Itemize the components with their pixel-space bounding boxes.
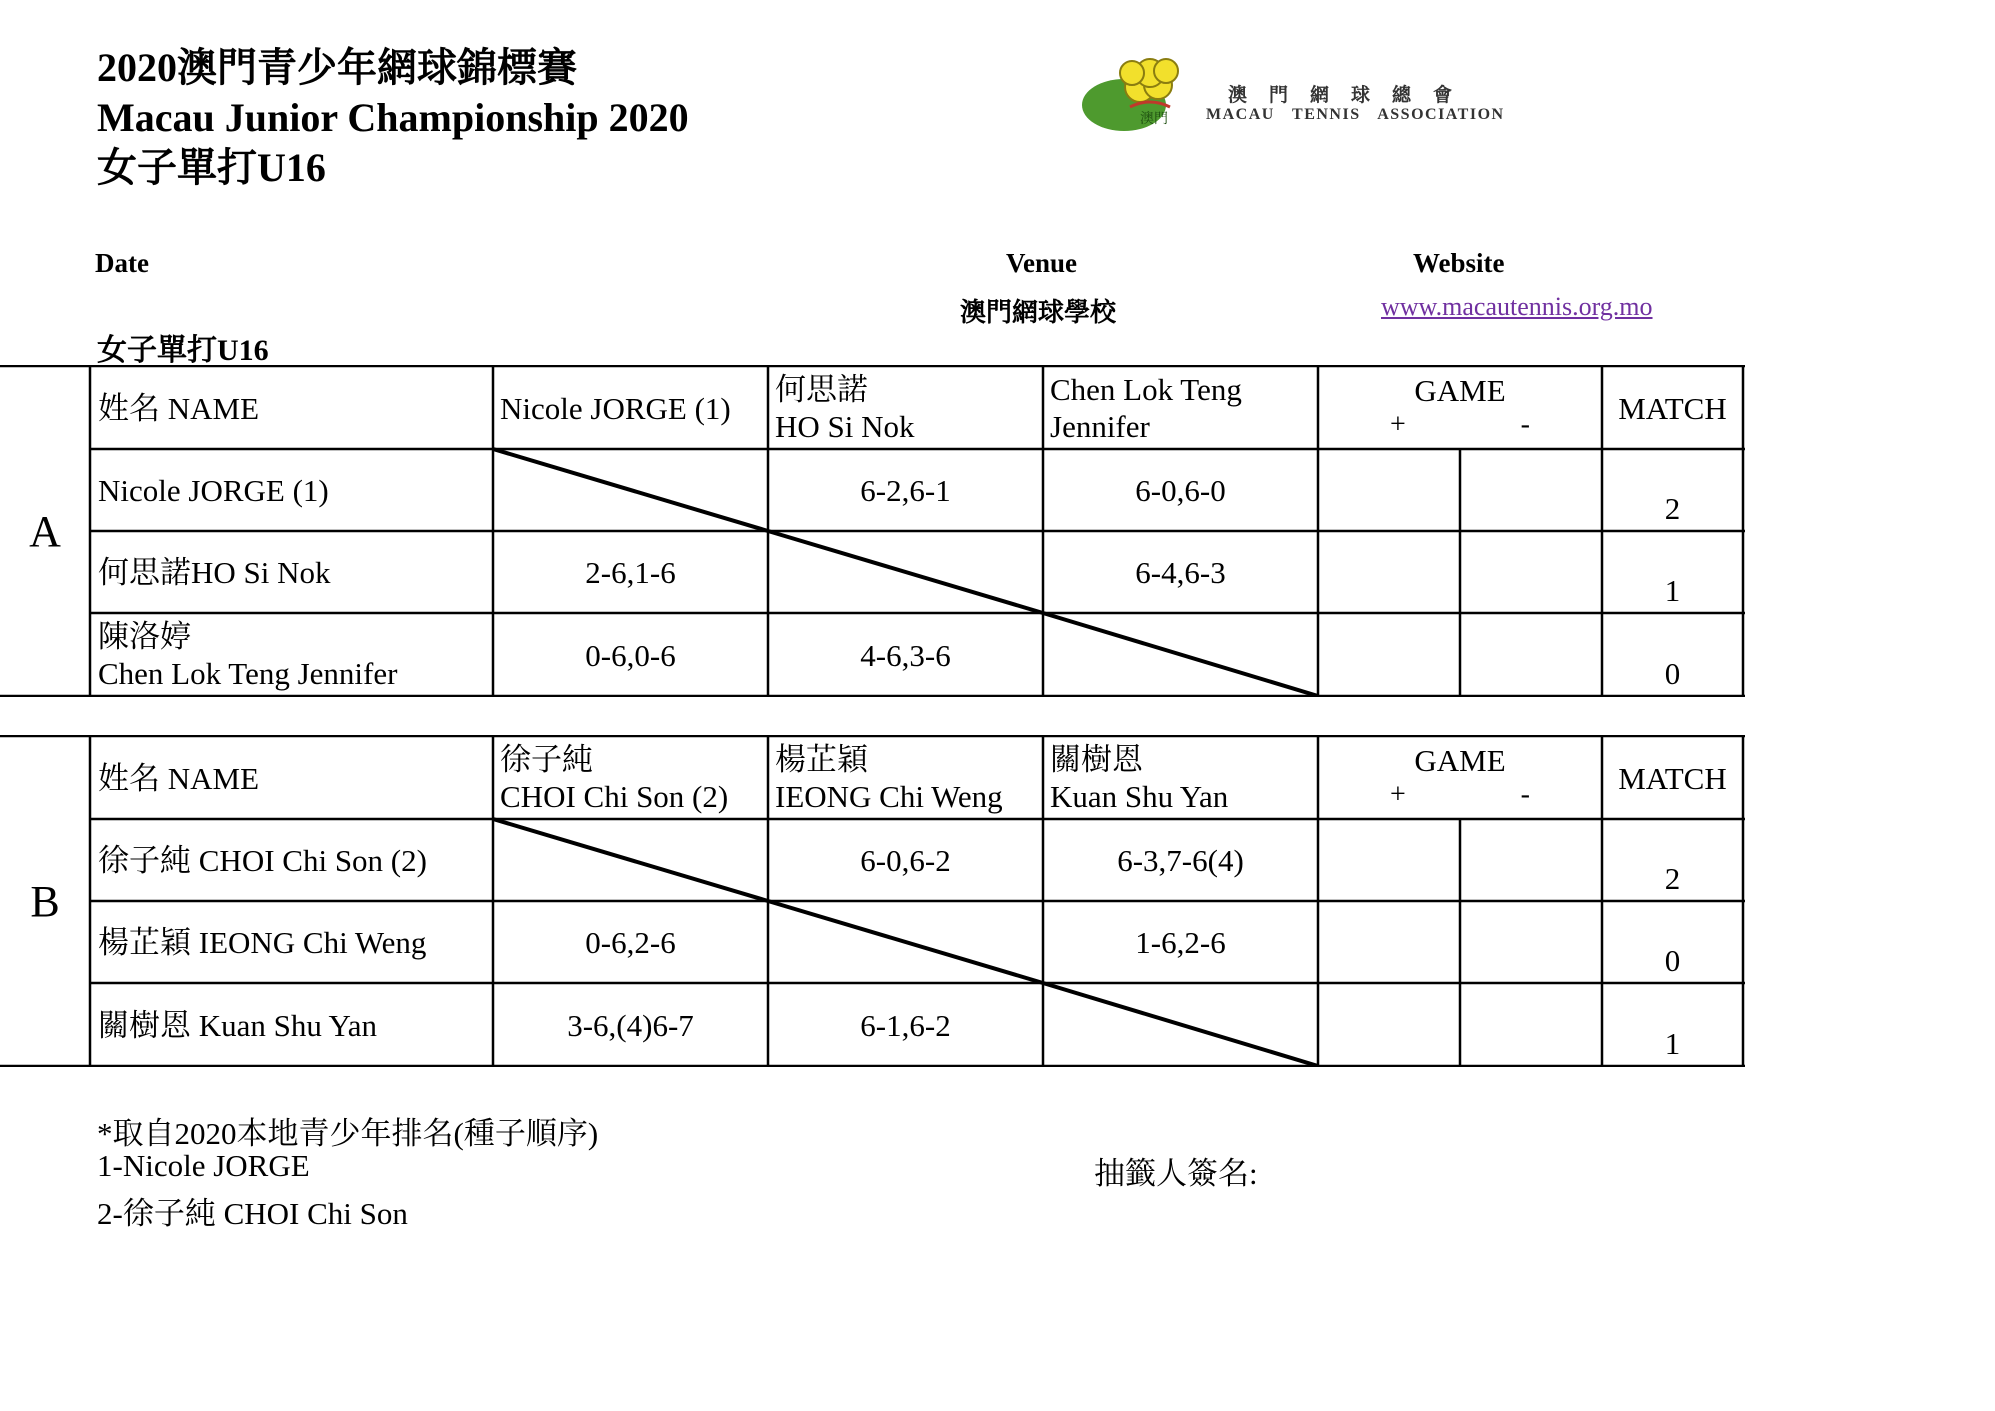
seeding-note: *取自2020本地青少年排名(種子順序)	[97, 1116, 599, 1151]
game-header	[1318, 737, 1602, 819]
signature-label: 抽籤人簽名:	[1094, 1156, 1258, 1191]
match-header: MATCH	[1618, 390, 1727, 426]
player-name	[92, 614, 492, 696]
score-cell: 6-4,6-3	[1135, 555, 1226, 590]
player-name: 何思諾HO Si Nok	[98, 555, 331, 590]
group-b-table	[0, 735, 1745, 1067]
column-head-line-1: 何思諾	[775, 372, 868, 407]
title-english: Macau Junior Championship 2020	[97, 95, 689, 140]
player-name: 關樹恩 Kuan Shu Yan	[98, 1007, 378, 1043]
score-cell: 6-3,7-6(4)	[1117, 843, 1244, 878]
game-minus-label: -	[1520, 409, 1530, 440]
player-name: 楊芷穎 IEONG Chi Weng	[98, 925, 427, 960]
column-head-player-1	[494, 737, 768, 819]
group-letter: A	[29, 506, 61, 556]
column-head-player-3	[1044, 367, 1318, 449]
name-header: 姓名 NAME	[98, 390, 260, 426]
score-cell: 0-6,2-6	[585, 925, 676, 960]
score-cell: 6-0,6-0	[1135, 473, 1226, 508]
date-label: Date	[95, 248, 149, 278]
seed-1: 1-Nicole JORGE	[97, 1148, 310, 1183]
player-name-line-2: Chen Lok Teng Jennifer	[98, 656, 398, 691]
score-cell: 3-6,(4)6-7	[567, 1007, 694, 1043]
column-head-player-2	[769, 367, 1043, 449]
event-category: 女子單打U16	[97, 145, 326, 190]
player-name: 徐子純 CHOI Chi Son (2)	[98, 843, 427, 878]
group-letter: B	[30, 876, 60, 926]
column-head-line-2: Kuan Shu Yan	[1050, 779, 1229, 814]
game-header	[1318, 367, 1602, 449]
score-cell: 6-0,6-2	[860, 843, 951, 878]
game-minus-label: -	[1520, 779, 1530, 810]
match-header: MATCH	[1618, 760, 1727, 796]
website-label: Website	[1413, 248, 1505, 278]
match-wins: 0	[1664, 656, 1681, 691]
logo-text: 澳門	[1140, 111, 1168, 127]
diagonal-self-match	[1043, 613, 1318, 696]
section-title: 女子單打U16	[97, 334, 269, 367]
match-wins: 2	[1664, 491, 1681, 526]
group-a-table	[0, 365, 1745, 697]
association-logo	[1078, 55, 1196, 137]
diagonal-self-match	[493, 449, 768, 531]
seed-2: 2-徐子純 CHOI Chi Son	[97, 1196, 408, 1231]
game-header-label: GAME	[1414, 743, 1506, 778]
venue-value: 澳門網球學校	[960, 298, 1117, 327]
org-name-chinese: 澳門網球總會	[1228, 85, 1475, 106]
website-link[interactable]: www.macautennis.org.mo	[1381, 292, 1653, 321]
column-head-player-3	[1044, 737, 1318, 819]
column-head-line-1: Nicole JORGE (1)	[500, 390, 731, 426]
score-cell: 0-6,0-6	[585, 637, 676, 673]
venue-label: Venue	[1006, 248, 1078, 278]
match-wins: 2	[1664, 861, 1681, 896]
column-head-line-1: Chen Lok Teng	[1050, 372, 1242, 407]
column-head-line-2: Jennifer	[1050, 409, 1150, 444]
org-name-english: MACAU TENNIS ASSOCIATION	[1206, 106, 1505, 123]
game-plus-label: +	[1390, 409, 1406, 440]
score-cell: 2-6,1-6	[585, 555, 676, 590]
match-wins: 1	[1664, 1026, 1681, 1061]
player-name-line-1: 陳洛婷	[98, 619, 191, 654]
match-wins: 0	[1664, 943, 1681, 978]
tennis-ball-logo-icon	[1078, 55, 1196, 137]
score-cell: 1-6,2-6	[1135, 925, 1226, 960]
diagonal-self-match	[768, 531, 1043, 613]
score-cell: 4-6,3-6	[860, 637, 951, 673]
game-header-label: GAME	[1414, 373, 1506, 408]
column-head-line-2: IEONG Chi Weng	[775, 779, 1003, 814]
title-chinese: 2020澳門青少年網球錦標賽	[97, 45, 577, 90]
game-plus-label: +	[1390, 779, 1406, 810]
column-head-player-1	[494, 367, 768, 449]
name-header: 姓名 NAME	[98, 760, 260, 796]
column-head-line-1: 徐子純	[500, 742, 593, 777]
diagonal-self-match	[1043, 983, 1318, 1066]
diagonal-self-match	[768, 901, 1043, 983]
column-head-line-2: CHOI Chi Son (2)	[500, 779, 729, 814]
column-head-line-2: HO Si Nok	[775, 409, 915, 444]
player-name: Nicole JORGE (1)	[98, 473, 329, 508]
score-cell: 6-2,6-1	[860, 473, 951, 508]
column-head-line-1: 楊芷穎	[775, 742, 868, 777]
match-wins: 1	[1664, 573, 1681, 608]
diagonal-self-match	[493, 819, 768, 901]
column-head-player-2	[769, 737, 1043, 819]
score-cell: 6-1,6-2	[860, 1007, 951, 1043]
column-head-line-1: 關樹恩	[1050, 742, 1143, 777]
